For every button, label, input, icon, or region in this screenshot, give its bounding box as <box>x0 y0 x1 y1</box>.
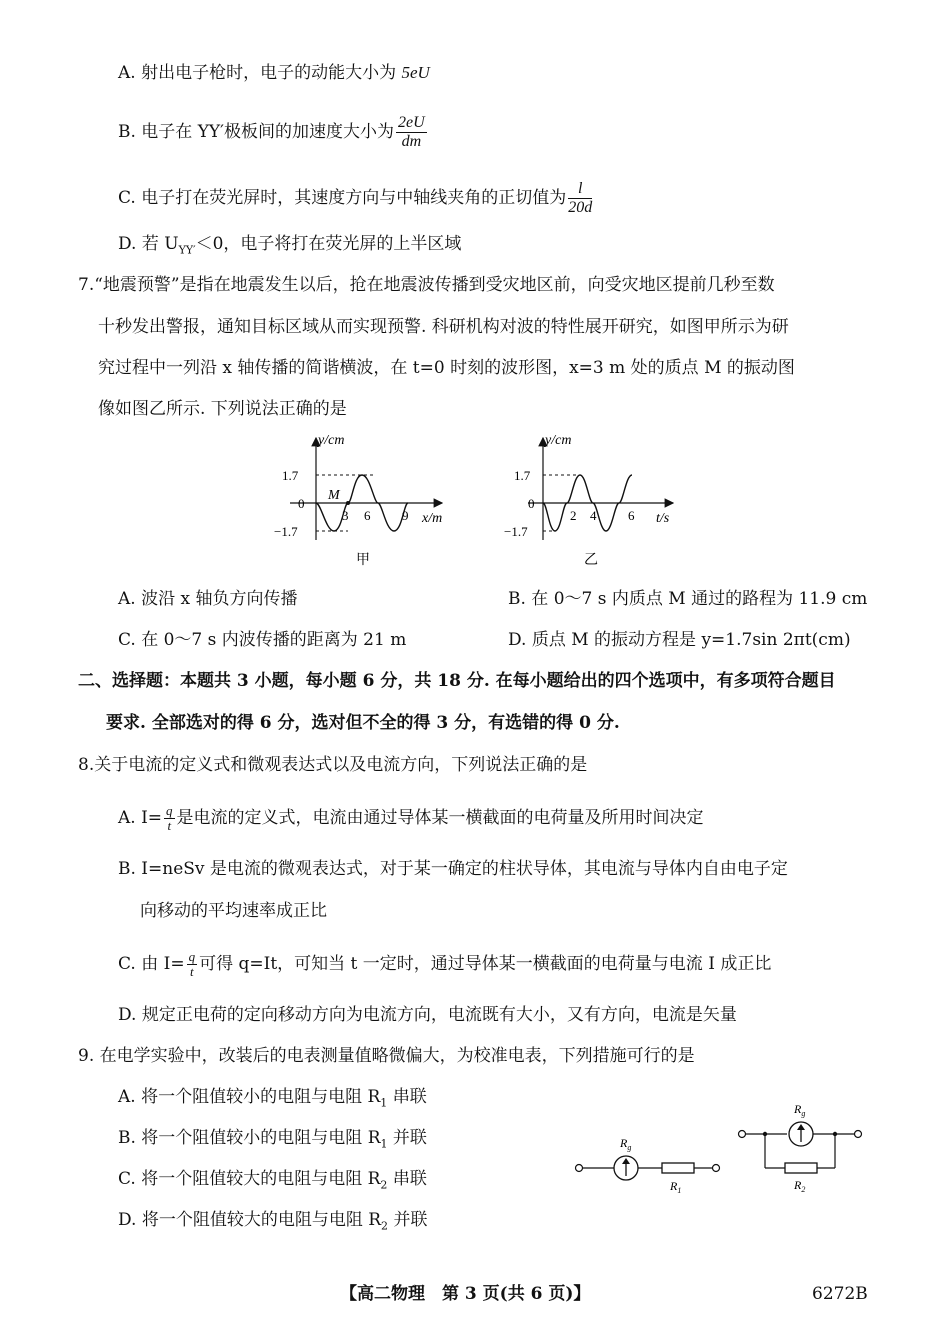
q8-option-c-text: 可得 q=It，可知当 t 一定时，通过导体某一横截面的电荷量与电流 I 成正比 <box>199 954 772 974</box>
wave-caption: 甲 <box>356 553 370 568</box>
wave-tick-6: 6 <box>364 508 371 523</box>
q6-option-a-expr: 5eU <box>401 63 430 82</box>
q8-option-b-line-1: B. I=neSv 是电流的微观表达式，对于某一确定的柱状导体，其电流与导体内自由电子定 <box>118 859 788 879</box>
q8-option-a-fraction <box>164 804 175 833</box>
point-m-dot <box>346 501 350 505</box>
vibration-amp-neg-label: −1.7 <box>504 524 528 539</box>
q6-option-b-fraction <box>396 114 427 151</box>
q9-option-b-text: B. 将一个阻值较小的电阻与电阻 R <box>118 1128 381 1148</box>
q9-option-a-subscript: 1 <box>380 1096 388 1110</box>
resistor-label: $R_2$ <box>794 1178 806 1194</box>
q9-option-a-text: A. 将一个阻值较小的电阻与电阻 R <box>118 1087 381 1107</box>
wave-amp-neg-label: −1.7 <box>274 524 298 539</box>
q9-option-c-text-end: 串联 <box>387 1169 427 1189</box>
q7-option-b: B. 在 0～7 s 内质点 M 通过的路程为 11.9 cm <box>508 589 868 609</box>
q6-option-d <box>118 233 461 261</box>
q7-option-c: C. 在 0～7 s 内波传播的距离为 21 m <box>118 630 407 650</box>
vibration-tick-4: 4 <box>590 508 597 523</box>
resistor-icon <box>785 1163 817 1173</box>
q9-option-c <box>118 1168 427 1196</box>
galvanometer-label: $R_g$ <box>620 1136 632 1152</box>
terminal-left <box>739 1131 746 1138</box>
q8-option-a-text: 是电流的定义式，电流由通过导体某一横截面的电荷量及所用时间决定 <box>176 808 704 828</box>
q8-option-a-denominator: t <box>167 818 172 833</box>
q6-option-b-text: B. 电子在 YY′极板间的加速度大小为 <box>118 122 395 142</box>
q9-option-a-text-end: 串联 <box>387 1087 427 1107</box>
exam-code: 6272B <box>812 1284 868 1304</box>
q7-figure-vibration <box>498 430 688 575</box>
q8-option-a <box>118 804 704 833</box>
q6-option-c-numerator: l <box>568 180 592 199</box>
q6-option-d-text: D. 若 U <box>118 234 179 254</box>
q6-option-c-denominator: 20d <box>568 199 593 216</box>
q9-stem: 9. 在电学实验中，改装后的电表测量值略微偏大，为校准电表，下列措施可行的是 <box>78 1046 695 1066</box>
vibration-caption: 乙 <box>584 553 598 568</box>
q7-stem-line-2: 十秒发出警报，通知目标区域从而实现预警. 科研机构对波的特性展开研究，如图甲所示为研 <box>98 317 789 337</box>
q6-option-d-text-end: ＜0，电子将打在荧光屏的上半区域 <box>195 234 462 254</box>
q7-option-d: D. 质点 M 的振动方程是 y=1.7sin 2πt(cm) <box>508 630 851 650</box>
q9-option-d-text: D. 将一个阻值较大的电阻与电阻 R <box>118 1210 382 1230</box>
q6-option-b-denominator: dm <box>401 133 422 150</box>
q8-option-a-numerator: q <box>166 803 173 818</box>
q9-option-d-subscript: 2 <box>381 1219 389 1233</box>
q8-option-d: D. 规定正电荷的定向移动方向为电流方向，电流既有大小，又有方向，电流是矢量 <box>118 1005 737 1025</box>
terminal-right <box>855 1131 862 1138</box>
q7-figure-wave <box>270 430 460 575</box>
q8-option-c-prefix: C. 由 I= <box>118 954 185 974</box>
section-2-header-line-1: 二、选择题：本题共 3 小题，每小题 6 分，共 18 分. 在每小题给出的四个选项中，有多项符合题目 <box>78 671 836 691</box>
vibration-x-label: t/s <box>656 511 670 526</box>
q8-option-a-prefix: A. I= <box>118 808 163 828</box>
q9-option-c-text: C. 将一个阻值较大的电阻与电阻 R <box>118 1169 381 1189</box>
q7-option-a: A. 波沿 x 轴负方向传播 <box>118 589 298 609</box>
vibration-y-label: y/cm <box>545 433 572 448</box>
wave-tick-9: 9 <box>402 508 409 523</box>
q6-option-c-text: C. 电子打在荧光屏时，其速度方向与中轴线夹角的正切值为 <box>118 188 567 208</box>
q9-option-c-subscript: 2 <box>380 1178 388 1192</box>
vibration-tick-2: 2 <box>570 508 577 523</box>
vibration-amp-pos-label: 1.7 <box>514 468 531 483</box>
q9-option-d <box>118 1209 427 1237</box>
terminal-left <box>576 1165 583 1172</box>
resistor-label: $R_1$ <box>670 1179 682 1195</box>
q9-option-d-text-end: 并联 <box>388 1210 428 1230</box>
q8-option-c-denominator: t <box>190 964 194 979</box>
q6-option-a-text: A. 射出电子枪时，电子的动能大小为 <box>118 63 397 83</box>
q8-option-c-numerator: q <box>188 949 196 964</box>
q6-option-d-subscript: YY′ <box>178 243 196 257</box>
q8-option-c-fraction <box>187 950 198 979</box>
point-m-label: M <box>328 488 340 503</box>
q8-option-b-line-2: 向移动的平均速率成正比 <box>140 901 327 921</box>
q6-option-c-fraction <box>568 180 592 217</box>
q9-option-b <box>118 1127 427 1155</box>
section-2-header-line-2: 要求. 全部选对的得 6 分，选对但不全的得 3 分，有选错的得 0 分. <box>106 713 620 733</box>
q6-option-b <box>118 114 429 151</box>
wave-x-label: x/m <box>422 511 443 526</box>
terminal-right <box>713 1165 720 1172</box>
wave-tick-3: 3 <box>342 508 349 523</box>
wave-y-label: y/cm <box>318 433 345 448</box>
q7-stem-line-1: 7.“地震预警”是指在地震发生以后，抢在地震波传播到受灾地区前，向受灾地区提前几秒至数 <box>78 275 775 295</box>
vibration-zero-label: 0 <box>528 496 535 511</box>
vibration-tick-6: 6 <box>628 508 635 523</box>
wave-amp-pos-label: 1.7 <box>282 468 299 483</box>
q8-stem: 8.关于电流的定义式和微观表达式以及电流方向，下列说法正确的是 <box>78 755 588 775</box>
q7-stem-line-4: 像如图乙所示. 下列说法正确的是 <box>98 399 347 419</box>
circuit-series <box>574 1130 724 1200</box>
resistor-icon <box>662 1163 694 1173</box>
q9-option-b-text-end: 并联 <box>387 1128 427 1148</box>
q6-option-b-numerator: 2eU <box>398 114 425 131</box>
q6-option-c <box>118 180 594 217</box>
q9-option-b-subscript: 1 <box>380 1137 388 1151</box>
wave-zero-label: 0 <box>298 496 305 511</box>
q8-option-c <box>118 950 771 979</box>
q7-stem-line-3: 究过程中一列沿 x 轴传播的简谐横波，在 t=0 时刻的波形图，x=3 m 处的质点 M 的振动图 <box>98 358 795 378</box>
circuit-parallel <box>736 1098 866 1194</box>
q6-option-a <box>118 62 430 84</box>
galvanometer-label: $R_g$ <box>794 1102 806 1118</box>
q9-option-a <box>118 1086 427 1114</box>
page-footer: 【高二物理 第 3 页(共 6 页)】 <box>340 1284 591 1304</box>
